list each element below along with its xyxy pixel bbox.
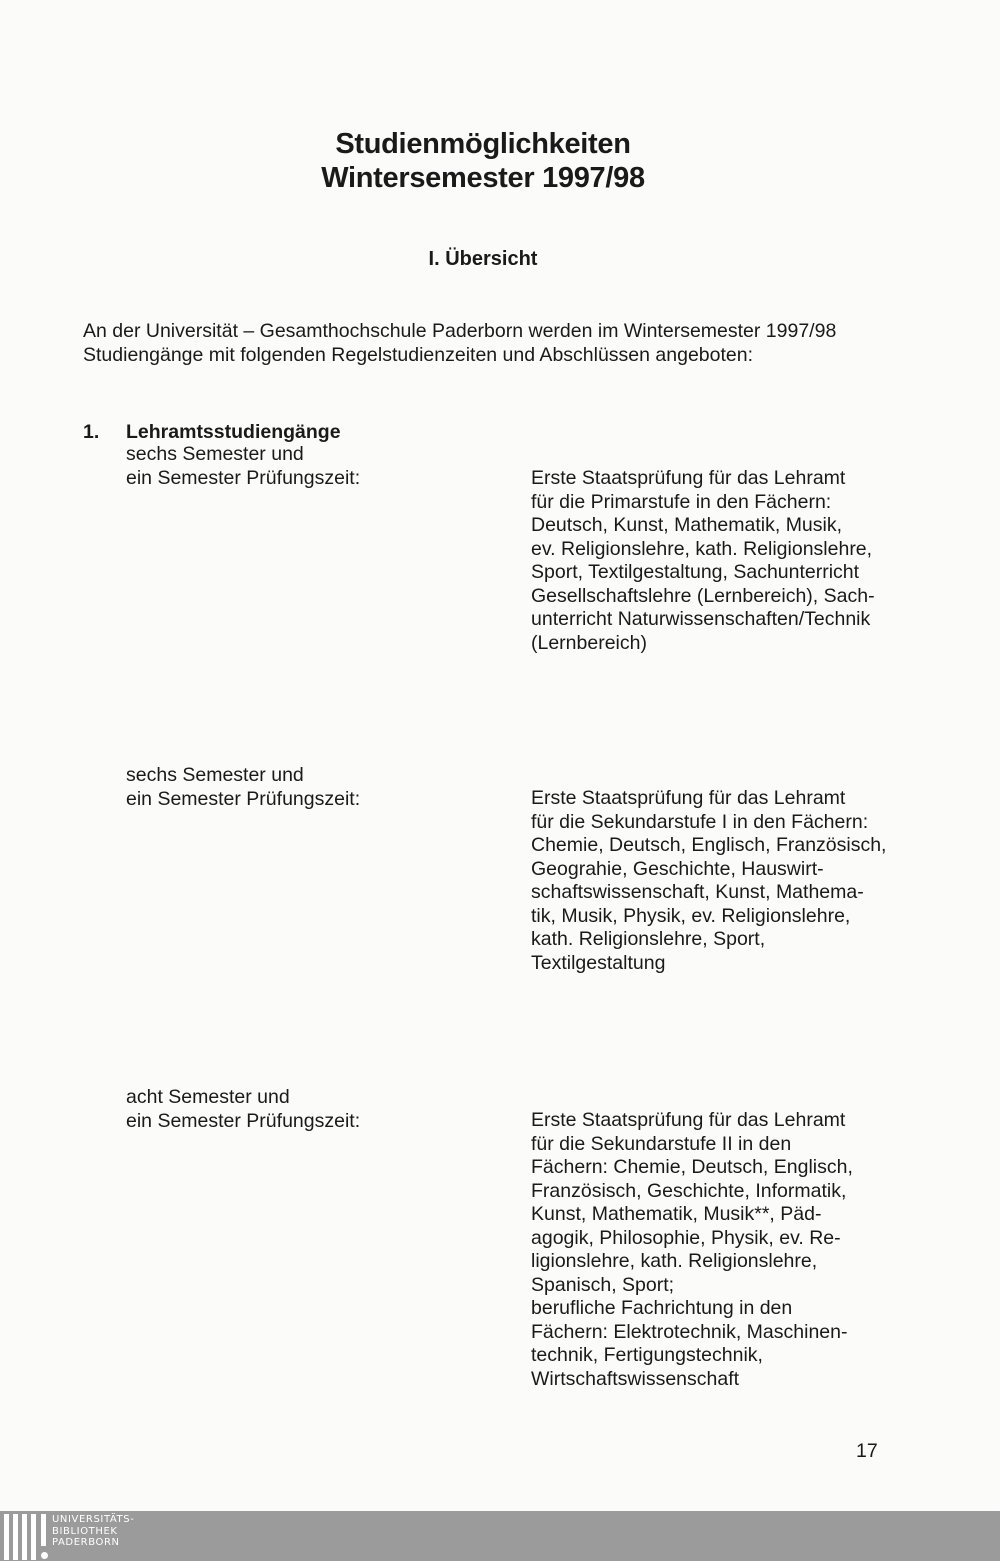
library-logo-text xyxy=(52,1514,134,1549)
entry-1-degree: Erste Staatsprüfung für das Lehramt für die Primarstufe in den Fächern: Deutsch, Kunst, Mathematik, Musik, ev. Religionslehre, kath. Religionslehre, Sport, Textilgestaltung, Sachunterricht Gesellschaftslehre (Lernbereich), Sach- unterricht Naturwissenschaften/Technik (Lernbereich) xyxy=(531,467,875,654)
document-title xyxy=(0,127,966,195)
logo-line-2: BIBLIOTHEK xyxy=(52,1525,118,1537)
entry-3-degree: Erste Staatsprüfung für das Lehramt für die Sekundarstufe II in den Fächern: Chemie, Deutsch, Englisch, Französisch, Geschichte, Informatik, Kunst, Mathematik, Musik**, Päd- agogik, Philosophie, Physik, ev. Re- ligionslehre, kath. Religionslehre, Spanisch, Sport; berufliche Fachrichtung in den Fächern: Elektrotechnik, Maschinen- technik, Fertigungstechnik, Wirtschaftswissenschaft xyxy=(531,1109,853,1390)
section-title: Lehramtsstudiengänge xyxy=(126,421,341,443)
section-number: 1. xyxy=(83,421,100,443)
entry-2-degree: Erste Staatsprüfung für das Lehramt für die Sekundarstufe I in den Fächern: Chemie, Deutsch, Englisch, Französisch, Geograhie, Geschichte, Hauswirt- schaftswissenschaft, Kunst, Mathema- tik, Musik, Physik, ev. Religionslehre, kath. Religionslehre, Sport, Textilgestaltung xyxy=(531,787,887,974)
entry-1-duration: sechs Semester und ein Semester Prüfungszeit: xyxy=(126,443,361,489)
section-heading: I. Übersicht xyxy=(428,248,538,270)
title-line-1: Studienmöglichkeiten xyxy=(335,128,631,160)
entry-2-duration: sechs Semester und ein Semester Prüfungszeit: xyxy=(126,764,361,810)
logo-line-1: UNIVERSITÄTS- xyxy=(52,1514,135,1525)
title-line-2: Wintersemester 1997/98 xyxy=(321,162,645,194)
library-footer-bar xyxy=(0,1511,1000,1561)
intro-paragraph: An der Universität – Gesamthochschule Paderborn werden im Wintersemester 1997/98 Studiengänge mit folgenden Regelstudienzeiten und Abschlüssen angeboten: xyxy=(83,320,837,366)
page-number: 17 xyxy=(856,1440,878,1462)
entry-3-duration: acht Semester und ein Semester Prüfungszeit: xyxy=(126,1086,361,1132)
library-logo-icon xyxy=(4,1514,46,1560)
logo-line-3: PADERBORN xyxy=(52,1537,120,1548)
